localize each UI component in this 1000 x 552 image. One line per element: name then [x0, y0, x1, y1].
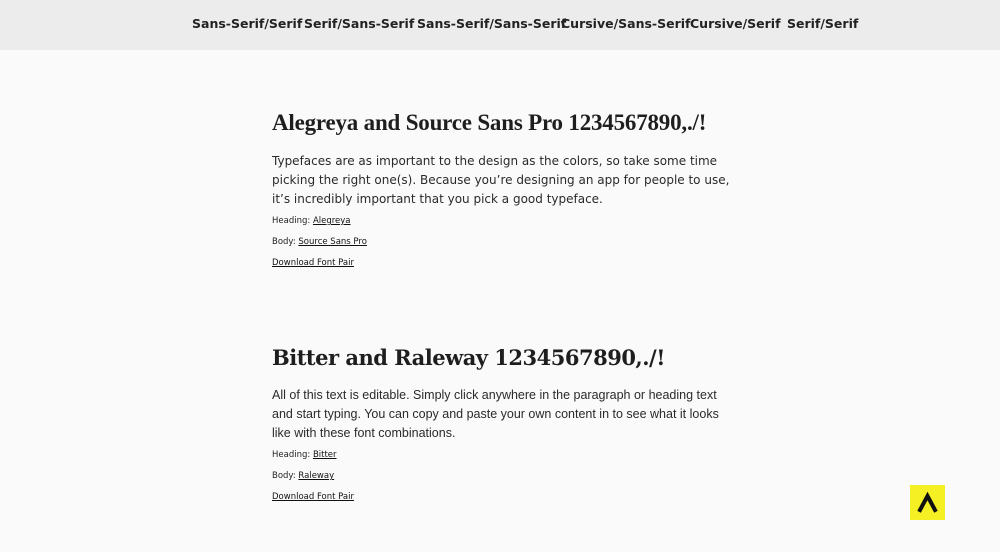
top-nav [0, 0, 1000, 50]
heading-font-link[interactable]: Alegreya [312, 216, 351, 226]
pair-heading[interactable]: Alegreya and Source Sans Pro 1234567890,./! [272, 110, 707, 135]
floating-action-button[interactable] [910, 485, 945, 520]
heading-font-label: Heading: [272, 216, 311, 226]
font-pair-card [272, 110, 732, 136]
pair-body-block [272, 152, 732, 209]
nav-serif-serif[interactable]: Serif/Serif [787, 16, 859, 31]
body-font-link[interactable]: Raleway [298, 471, 335, 481]
font-pair-card [272, 345, 732, 370]
body-font-line [272, 237, 732, 247]
nav-cursive-serif[interactable]: Cursive/Serif [690, 16, 781, 31]
nav-cursive-sans-serif[interactable]: Cursive/Sans-Serif [561, 16, 691, 31]
body-font-link[interactable]: Source Sans Pro [298, 237, 367, 247]
pair-body-text[interactable]: Typefaces are as important to the design as the colors, so take some time picking the right one(s). Because you’re designing an app for people to use, it’s incredibly important that you pick a good typeface. [272, 154, 730, 206]
heading-font-link[interactable]: Bitter [312, 450, 337, 460]
download-font-pair-link[interactable]: Download Font Pair [272, 492, 354, 502]
heading-font-line [272, 450, 732, 460]
nav-sans-serif-sans-serif[interactable]: Sans-Serif/Sans-Serif [417, 16, 567, 31]
nav-serif-sans-serif[interactable]: Serif/Sans-Serif [304, 16, 415, 31]
pair-heading[interactable]: Bitter and Raleway 1234567890,./! [272, 345, 665, 370]
body-font-label: Body: [272, 471, 296, 481]
heading-font-label: Heading: [272, 450, 311, 460]
body-font-line [272, 471, 732, 481]
download-font-pair-link[interactable]: Download Font Pair [272, 258, 354, 268]
body-font-label: Body: [272, 237, 296, 247]
heading-font-line [272, 216, 732, 226]
nav-sans-serif-serif[interactable]: Sans-Serif/Serif [192, 16, 303, 31]
pair-body-block [272, 386, 732, 443]
pair-body-text[interactable]: All of this text is editable. Simply click anywhere in the paragraph or heading text and start typing. You can copy and paste your own content in to see what it looks like with these font combinations. [272, 388, 719, 440]
caret-up-icon [910, 485, 945, 520]
download-line [272, 258, 732, 268]
download-line [272, 492, 732, 502]
